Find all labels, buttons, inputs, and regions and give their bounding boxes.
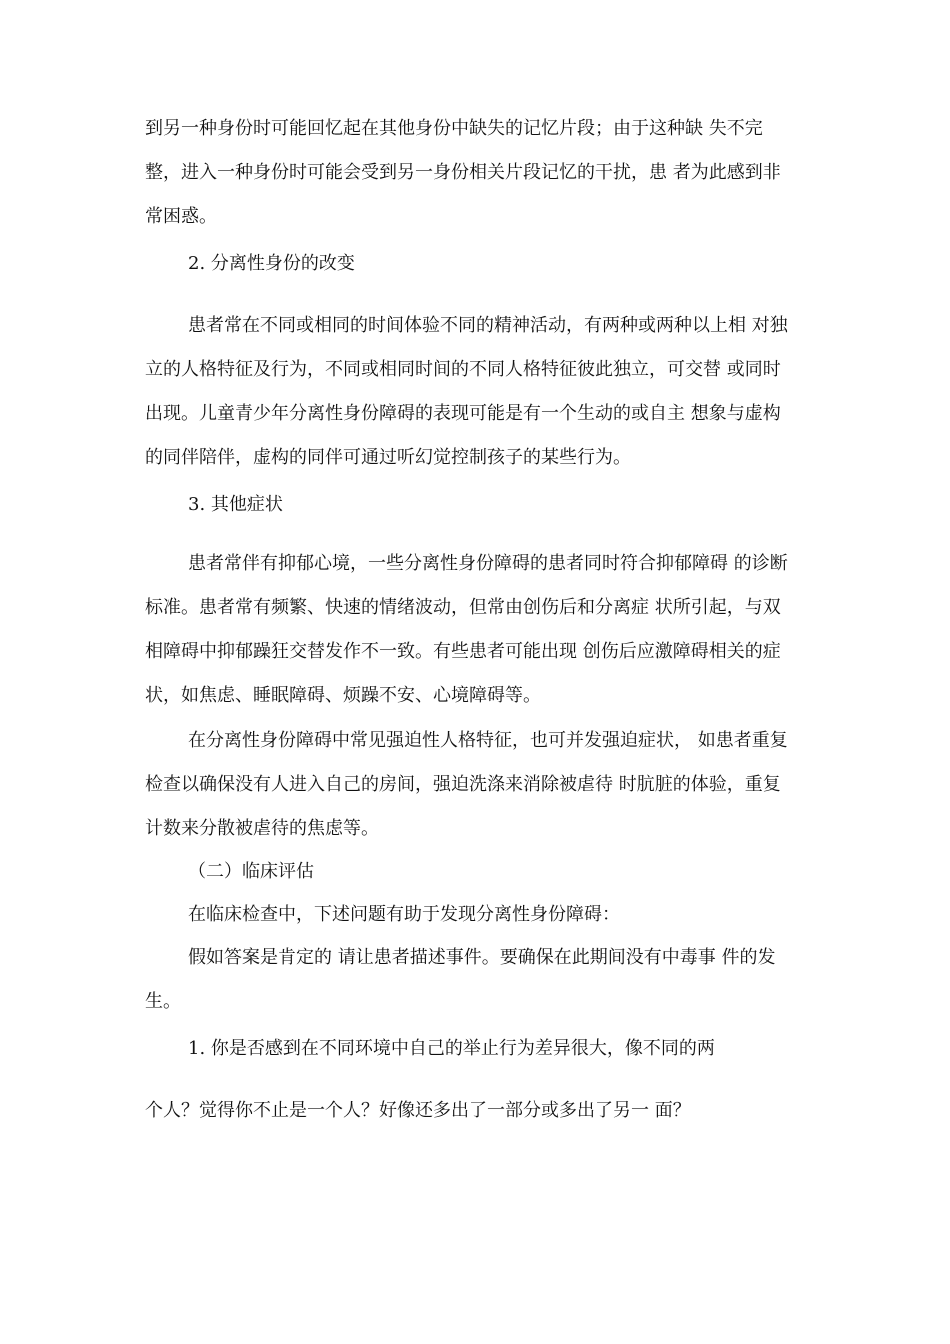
question-line: 1. 你是否感到在不同环境中自己的举止行为差异很大，像不同的两: [188, 1038, 715, 1059]
paragraph-line: 在分离性身份障碍中常见强迫性人格特征，也可并发强迫症状， 如患者重复: [188, 730, 788, 751]
paragraph-line: 出现。儿童青少年分离性身份障碍的表现可能是有一个生动的或自主 想象与虚构: [145, 403, 781, 424]
paragraph-line: 检查以确保没有人进入自己的房间，强迫洗涤来消除被虐待 时肮脏的体验，重复: [145, 774, 781, 795]
paragraph-line: 状，如焦虑、睡眠障碍、烦躁不安、心境障碍等。: [145, 685, 541, 706]
paragraph-line: 整，进入一种身份时可能会受到另一身份相关片段记忆的干扰，患 者为此感到非: [145, 162, 781, 183]
paragraph-line: 立的人格特征及行为，不同或相同时间的不同人格特征彼此独立，可交替 或同时: [145, 359, 781, 380]
paragraph-line: 相障碍中抑郁躁狂交替发作不一致。有些患者可能出现 创伤后应激障碍相关的症: [145, 641, 781, 662]
paragraph-line: 到另一种身份时可能回忆起在其他身份中缺失的记忆片段；由于这种缺 失不完: [145, 118, 763, 139]
question-line: 个人？觉得你不止是一个人？好像还多出了一部分或多出了另一 面？: [145, 1100, 691, 1121]
paragraph-line: 在临床检查中，下述问题有助于发现分离性身份障碍：: [188, 904, 620, 925]
paragraph-line: 标准。患者常有频繁、快速的情绪波动，但常由创伤后和分离症 状所引起，与双: [145, 597, 781, 618]
paragraph-line: 常困惑。: [145, 206, 217, 227]
paragraph-line: 患者常伴有抑郁心境，一些分离性身份障碍的患者同时符合抑郁障碍 的诊断: [188, 553, 788, 574]
paragraph-line: 生。: [145, 991, 181, 1012]
paragraph-line: 的同伴陪伴，虚构的同伴可通过听幻觉控制孩子的某些行为。: [145, 447, 631, 468]
section-heading: （二）临床评估: [188, 861, 314, 882]
paragraph-line: 患者常在不同或相同的时间体验不同的精神活动，有两种或两种以上相 对独: [188, 315, 788, 336]
paragraph-line: 假如答案是肯定的 请让患者描述事件。要确保在此期间没有中毒事 件的发: [188, 947, 776, 968]
section-heading: 2. 分离性身份的改变: [188, 253, 355, 274]
section-heading: 3. 其他症状: [188, 494, 283, 515]
paragraph-line: 计数来分散被虐待的焦虑等。: [145, 818, 379, 839]
